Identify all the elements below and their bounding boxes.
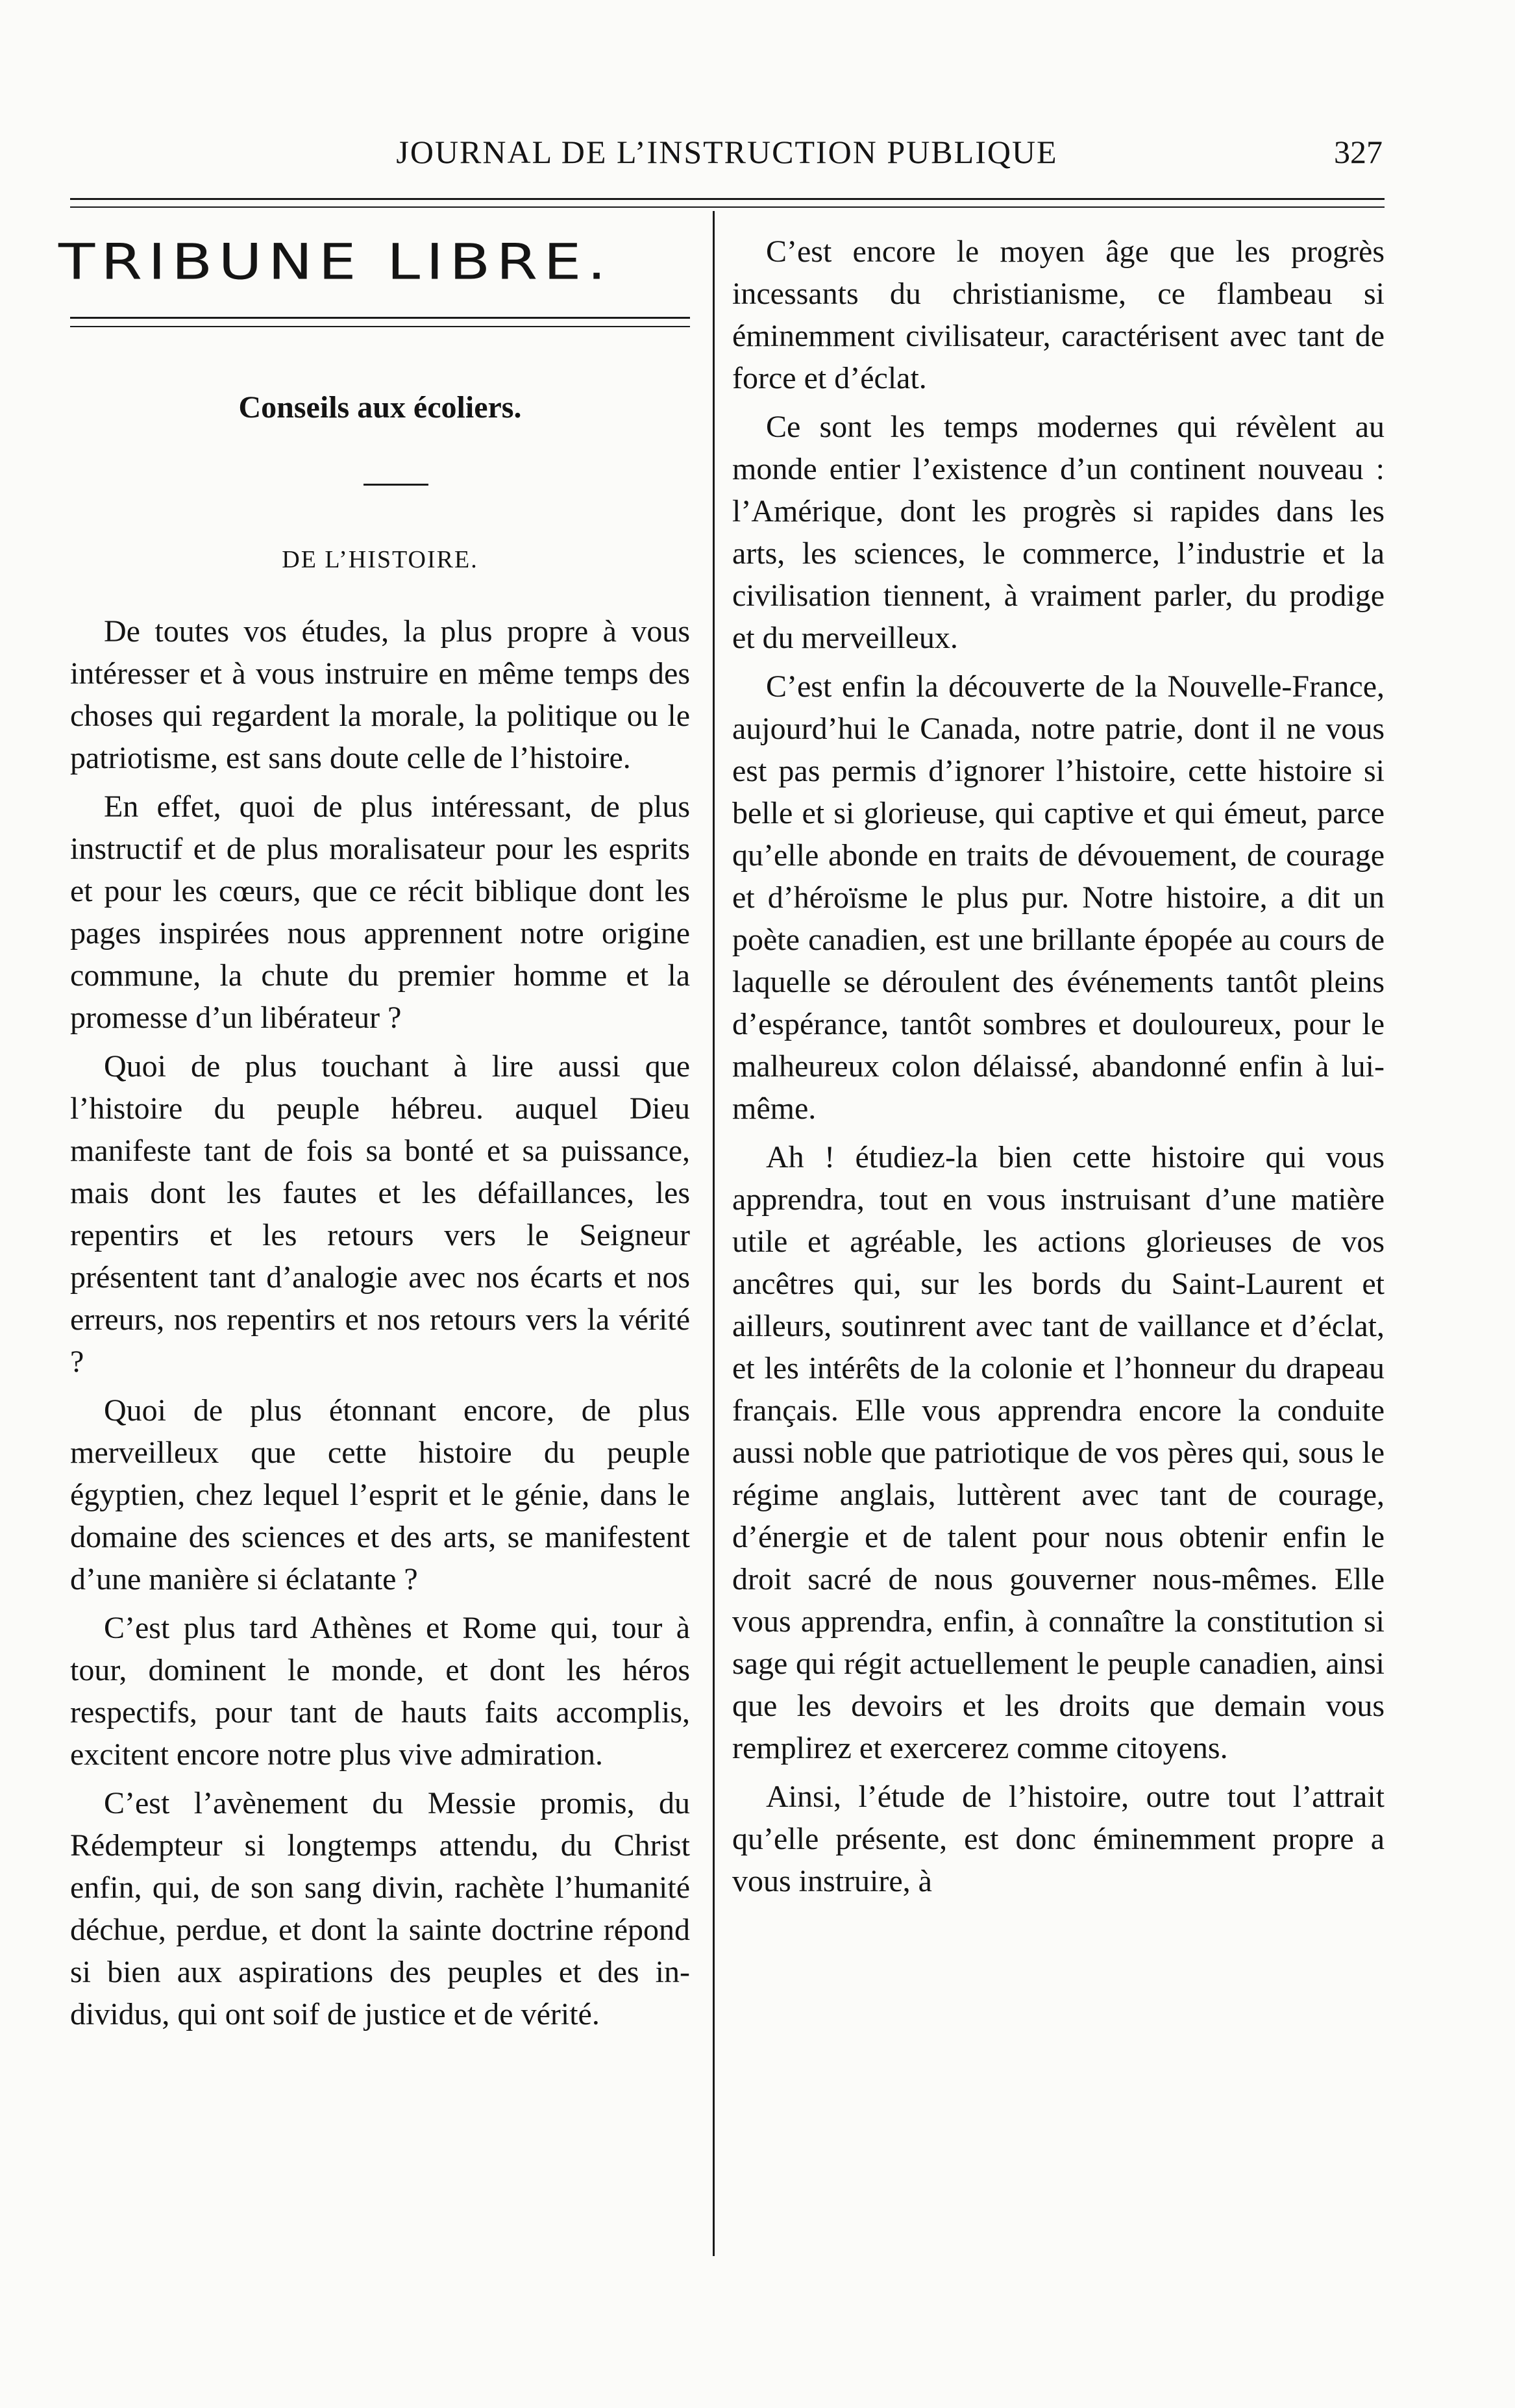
paragraph: Ainsi, l’étude de l’histoire, outre tout l’attrait qu’elle présente, est donc éminemment propre a vous instruire, à [732, 1780, 1385, 1898]
left-column [70, 610, 690, 2042]
paragraph: C’est enfin la découverte de la Nouvelle-France, aujourd’hui le Canada, notre patrie, dont il ne vous est pas permis d’ignorer l’histoire, cette histoire si belle et si glorieuse, qui captive et qui émeut, parce qu’elle abonde en traits de dévouement, de courage et d’héroïsme le plus pur. Notre histoire, a dit un poète canadien, est une brillante épopée au cours de laquelle se déroulent des événements tantôt pleins d’espérance, tantôt sombres et douloureux, pour le malheureux colon délaissé, abandonné enfin à lui-même. [732, 669, 1385, 1126]
paragraph: C’est plus tard Athènes et Rome qui, tour à tour, dominent le monde, et dont les héros respectifs, pour tant de hauts faits accomplis, excitent encore notre plus vive admiration. [70, 1611, 690, 1772]
header-rule-bottom [70, 206, 1385, 208]
page-number: 327 [1334, 134, 1383, 170]
page-header [71, 133, 1383, 185]
paragraph: C’est encore le moyen âge que les progrès incessants du christianisme, ce flambeau si éminemment civilisateur, caractérisent avec tant de force et d’éclat. [732, 234, 1385, 395]
title-separator [363, 484, 428, 486]
paragraph: Quoi de plus étonnant encore, de plus merveilleux que cette histoire du peuple égyptien, chez lequel l’esprit et le génie, dans le domaine des sciences et des arts, se manifestent d’une manière si éclatante ? [70, 1393, 690, 1596]
paragraph: De toutes vos études, la plus propre à vous intéresser et à vous instruire en même temps des choses qui regardent la morale, la politique ou le patriotisme, est sans doute celle de l’histoire. [70, 614, 690, 775]
column-divider [713, 211, 715, 2256]
banner-rule-top [70, 317, 690, 319]
banner-rule-bottom [70, 326, 690, 327]
header-rule-top [70, 198, 1385, 200]
paragraph: En effet, quoi de plus intéressant, de plus instructif et de plus moralisateur pour les esprits et pour les cœurs, que ce récit biblique dont les pages inspirées nous apprennent notre origine commune, la chute du premier homme et la promesse d’un libérateur ? [70, 789, 690, 1035]
paragraph: C’est l’avènement du Messie promis, du Rédempteur si longtemps attendu, du Christ enfin, qui, de son sang divin, rachète l’humanité déchue, perdue, et dont la sainte doctrine répond si bien aux aspirations des peuples et des individus, qui ont soif de justice et de vérité. [70, 1786, 690, 2031]
article-title: Conseils aux écoliers. [238, 390, 522, 425]
running-title: JOURNAL DE L’INSTRUCTION PUBLIQUE [396, 134, 1058, 170]
paragraph: Ah ! étudiez-la bien cette histoire qui vous apprendra, tout en vous instruisant d’une matière utile et agréable, les actions glorieuses de vos ancêtres qui, sur les bords du Saint-Laurent et ailleurs, soutinrent avec tant de vaillance et d’éclat, et les intérêts de la colonie et l’honneur du drapeau français. Elle vous apprendra encore la conduite aussi noble que patriotique de vos pères qui, sous le régime anglais, luttèrent avec tant de courage, d’énergie et de talent pour nous obtenir enfin le droit sacré de nous gouverner nous-mêmes. Elle vous apprendra, enfin, à connaître la constitution si sage qui régit actuellement le peuple canadien, ainsi que les devoirs et les droits que demain vous remplirez et exercerez comme citoyens. [732, 1140, 1385, 1765]
paragraph: Quoi de plus touchant à lire aussi que l’histoire du peuple hébreu. auquel Dieu manifeste tant de fois sa bonté et sa puissance, mais dont les fautes et les défaillances, les repentirs et les retours vers le Seigneur présentent tant d’analogie avec nos écarts et nos erreurs, nos repentirs et nos retours vers la vérité ? [70, 1049, 690, 1379]
tribune-libre-banner: TRIBUNE LIBRE. [58, 234, 612, 291]
section-heading: DE L’HISTOIRE. [282, 546, 478, 573]
paragraph: Ce sont les temps modernes qui révèlent au monde entier l’existence d’un continent nouveau : l’Amérique, dont les progrès si rapides dans les arts, les sciences, le commerce, l’industrie et la civilisation tiennent, à vraiment parler, du prodige et du merveilleux. [732, 410, 1385, 655]
right-column [732, 230, 1385, 1909]
